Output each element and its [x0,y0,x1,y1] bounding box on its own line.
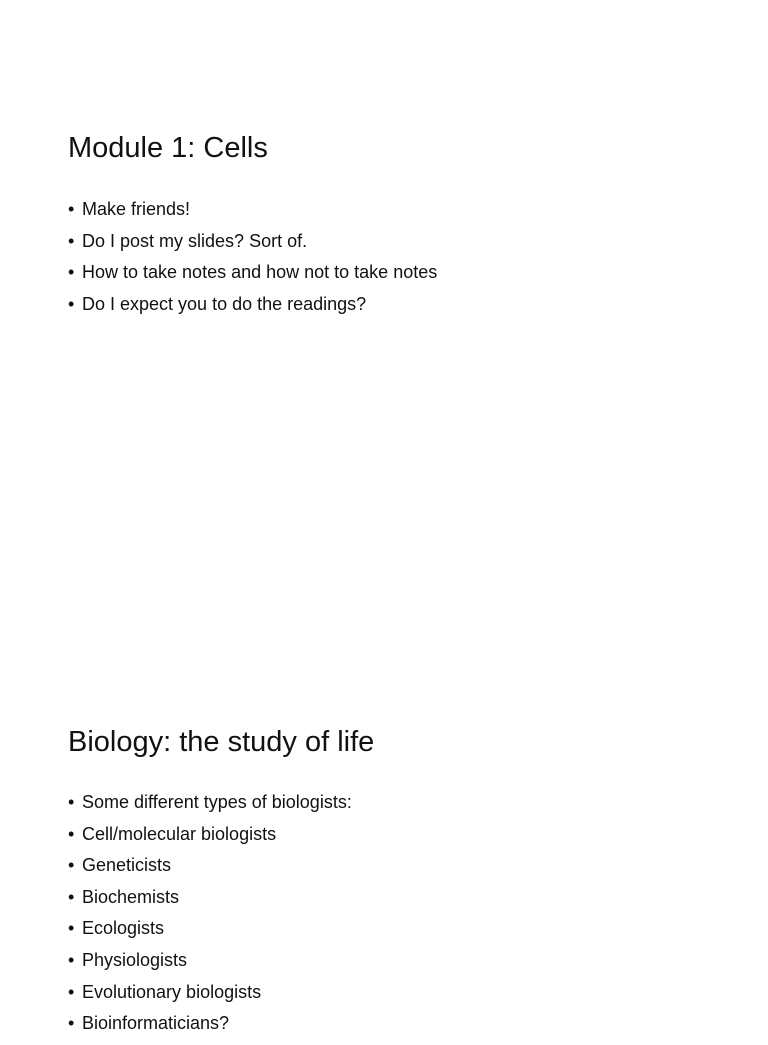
bullet-item [68,792,352,824]
bullet-text: Do I post my slides? Sort of. [82,230,308,251]
bullet-list [68,199,437,325]
bullet-marker: • [68,792,75,812]
slide-biology [0,594,768,1034]
bullet-marker: • [68,262,75,283]
bullet-text: Physiologists [82,949,188,970]
bullet-item [68,855,352,887]
slide-title: Biology: the study of life [68,726,375,758]
bullet-item [68,918,352,950]
bullet-list [68,792,352,1045]
bullet-marker: • [68,199,75,219]
bullet-item [68,199,437,231]
bullet-text: Cell/molecular biologists [82,823,277,844]
bullet-item [68,231,437,263]
bullet-marker: • [68,981,75,1002]
bullet-text: Geneticists [82,855,172,876]
bullet-marker: • [68,293,75,314]
bullet-text: Make friends! [82,199,191,219]
bullet-text: Do I expect you to do the readings? [82,293,367,314]
slide-title: Module 1: Cells [68,132,268,164]
bullet-text: Bioinformaticians? [82,1013,230,1034]
bullet-marker: • [68,230,75,251]
bullet-marker: • [68,823,75,844]
bullet-item [68,824,352,856]
bullet-item [68,982,352,1014]
bullet-marker: • [68,855,75,876]
bullet-text: Some different types of biologists: [82,792,352,812]
bullet-marker: • [68,949,75,970]
bullet-item [68,262,437,294]
bullet-item [68,887,352,919]
bullet-item [68,950,352,982]
bullet-marker: • [68,918,75,939]
bullet-text: Biochemists [82,886,180,907]
bullet-text: Ecologists [82,918,165,939]
bullet-marker: • [68,1013,75,1034]
bullet-text: Evolutionary biologists [82,981,262,1002]
bullet-item [68,1013,352,1045]
bullet-text: How to take notes and how not to take notes [82,262,438,283]
bullet-marker: • [68,886,75,907]
bullet-item [68,294,437,326]
